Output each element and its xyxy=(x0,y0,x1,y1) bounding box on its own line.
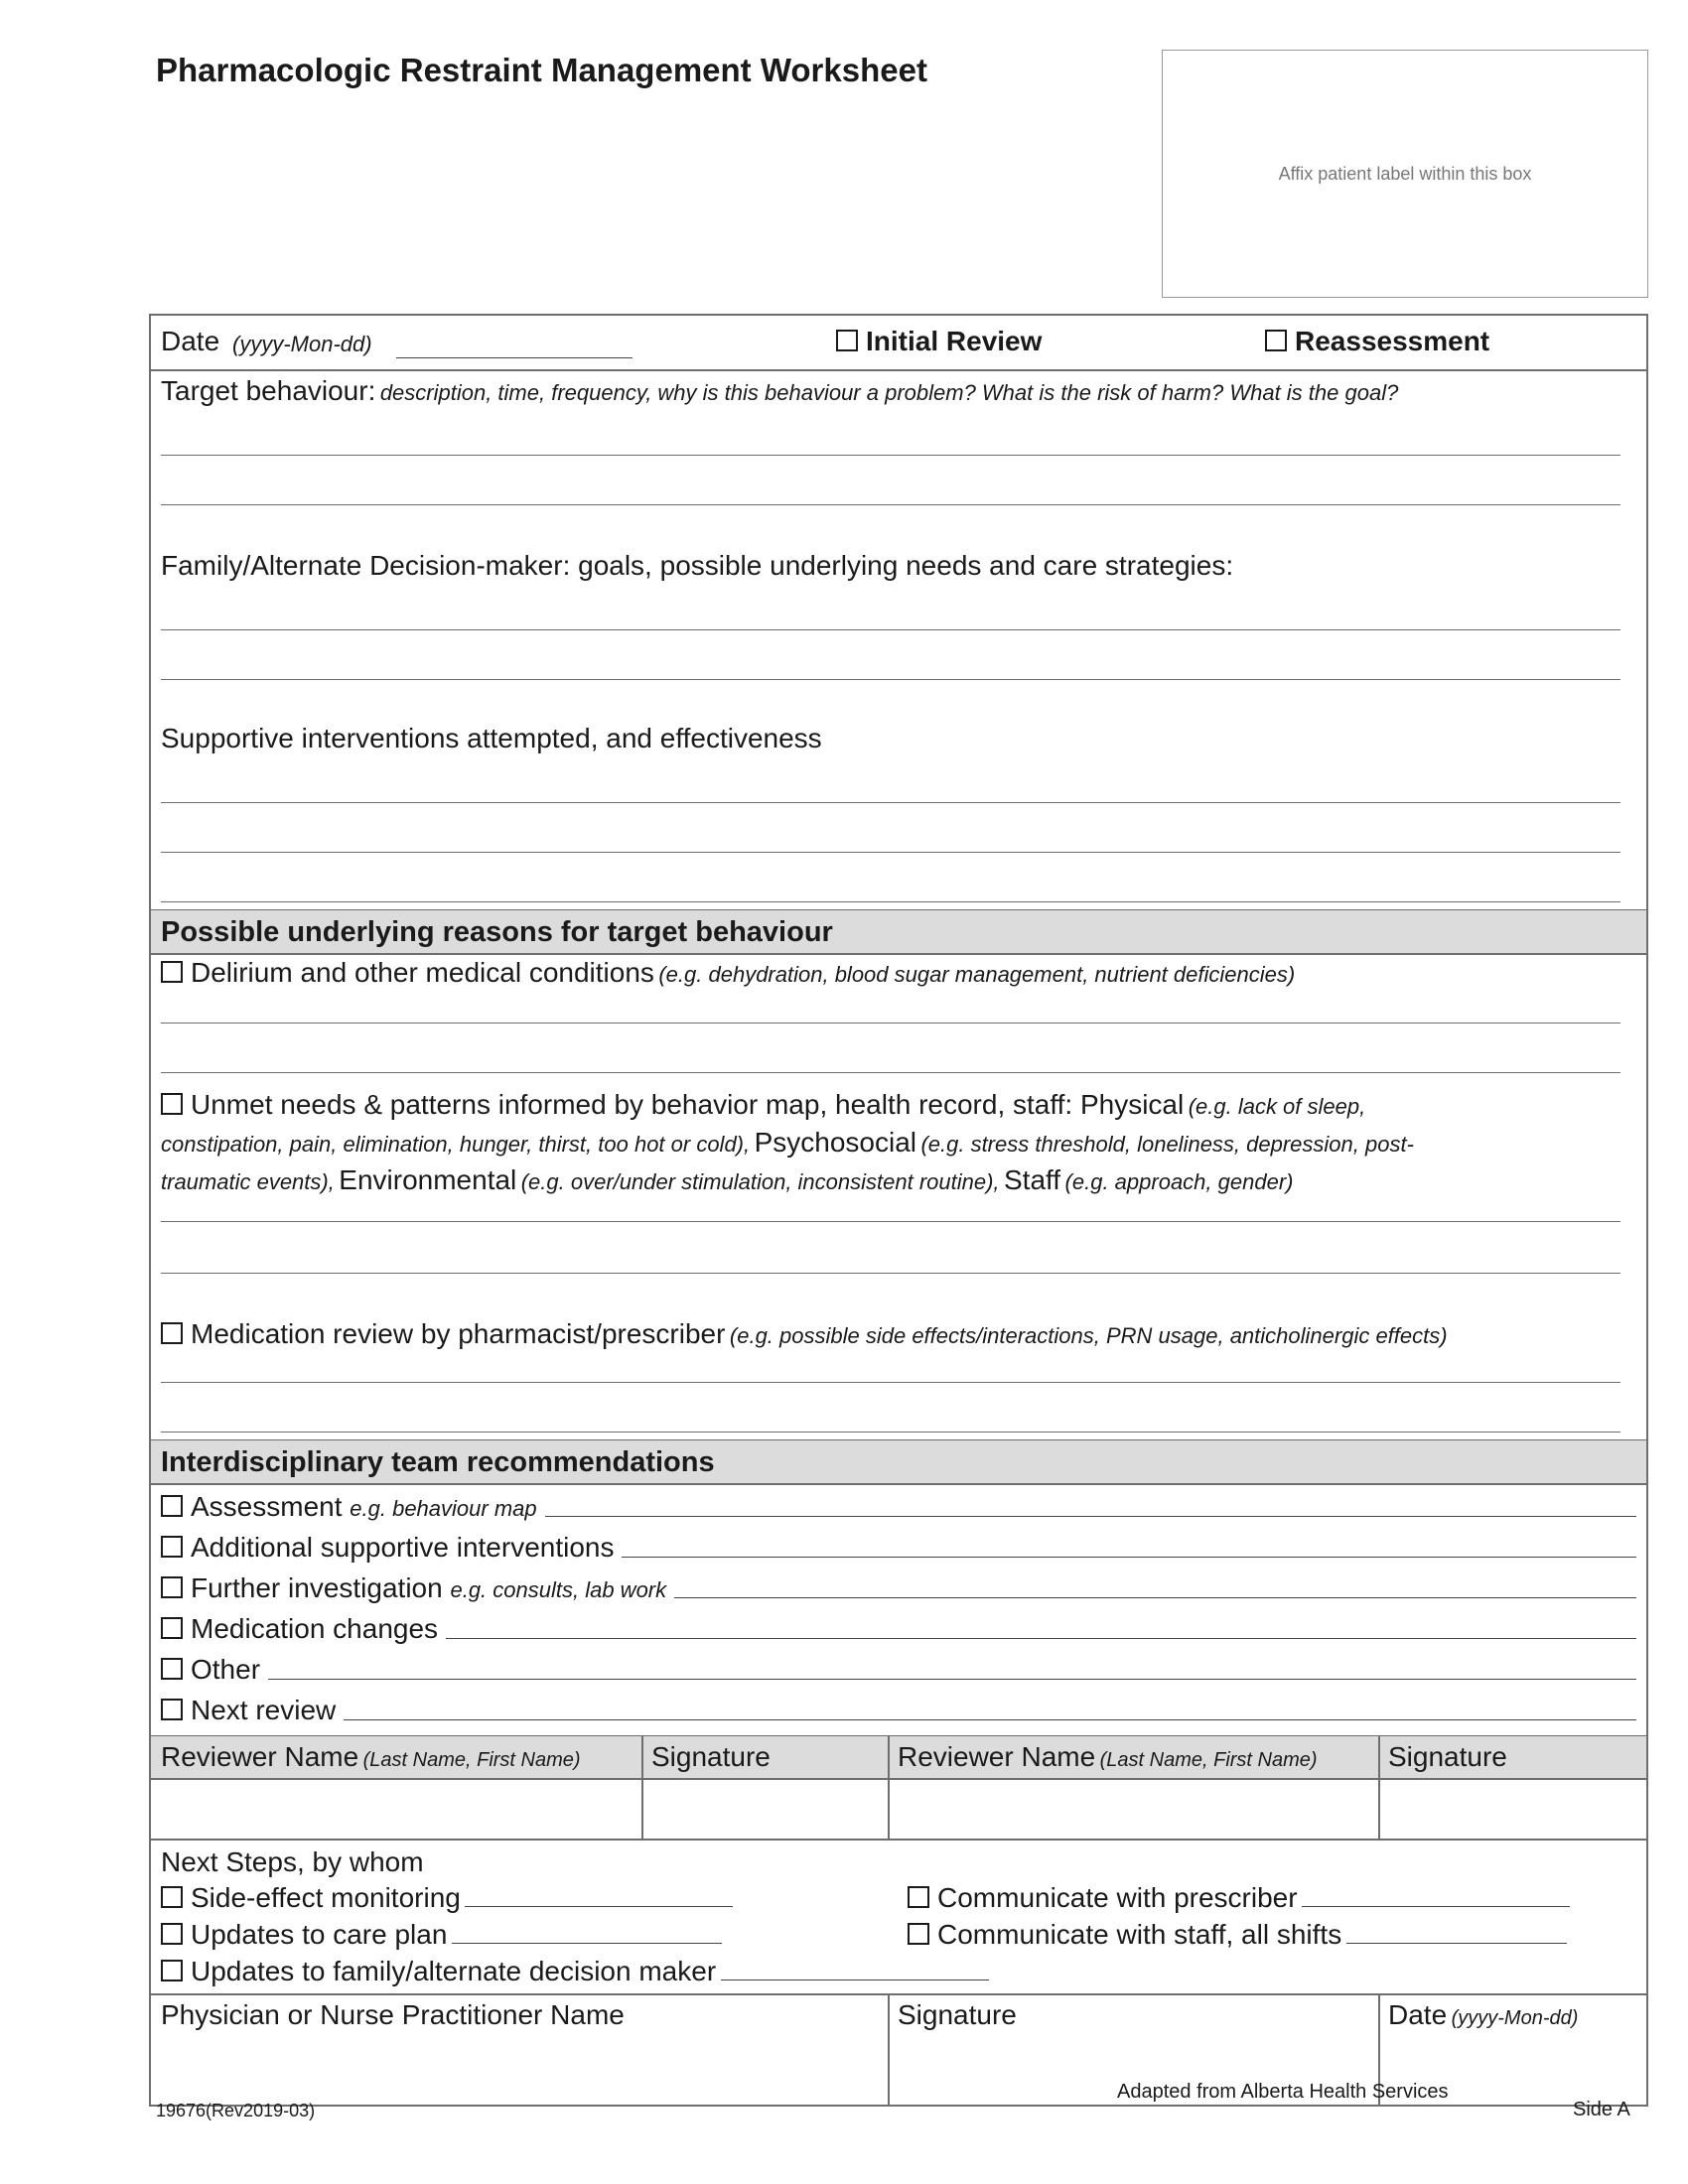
rec-assessment-checkbox[interactable] xyxy=(161,1495,183,1517)
page-title: Pharmacologic Restraint Management Worksheet xyxy=(156,52,927,88)
medication-line-1[interactable] xyxy=(161,1382,1620,1383)
rec-further-field[interactable] xyxy=(674,1597,1636,1598)
next-step-family[interactable]: Updates to family/alternate decision maker xyxy=(161,1956,1656,1987)
rec-assessment-field[interactable] xyxy=(545,1516,1636,1517)
family-line-1[interactable] xyxy=(161,629,1620,630)
target-behaviour-line-2[interactable] xyxy=(161,504,1620,505)
target-behaviour-prompt xyxy=(161,375,1656,407)
reviewer-name-cell-2[interactable] xyxy=(889,1779,1378,1839)
unmet-needs-line-2[interactable] xyxy=(161,1273,1620,1274)
physician-signature-label: Signature xyxy=(898,1999,1017,2030)
care-plan-field[interactable] xyxy=(452,1943,722,1944)
target-behaviour-hint: description, time, frequency, why is this behaviour a problem? What is the risk of harm? What is the goal? xyxy=(379,380,1399,405)
supportive-prompt: Supportive interventions attempted, and effectiveness xyxy=(161,723,822,753)
staff-label: Staff xyxy=(1004,1164,1061,1195)
family-prompt: Family/Alternate Decision-maker: goals, possible underlying needs and care strategies: xyxy=(161,550,1234,581)
rec-additional-checkbox[interactable] xyxy=(161,1536,183,1558)
reassessment-option[interactable]: Reassessment xyxy=(1265,326,1489,357)
next-step-care-plan[interactable]: Updates to care plan xyxy=(161,1919,1656,1951)
unmet-needs-line-1[interactable] xyxy=(161,1221,1620,1222)
side-effect-checkbox[interactable] xyxy=(161,1886,183,1908)
delirium-line-2[interactable] xyxy=(161,1072,1620,1073)
initial-review-option[interactable]: Initial Review xyxy=(836,326,1042,357)
rec-other[interactable]: Other xyxy=(161,1650,1636,1686)
reviewer-name-cell-1[interactable] xyxy=(151,1779,641,1839)
reviewer-name-header-2: Reviewer Name (Last Name, First Name) xyxy=(898,1741,1318,1772)
physician-date-label: Date (yyyy-Mon-dd) xyxy=(1388,1999,1579,2030)
medication-review-hint: (e.g. possible side effects/interactions, PRN usage, anticholinergic effects) xyxy=(729,1323,1448,1348)
rec-medication-field[interactable] xyxy=(446,1638,1636,1639)
reassessment-checkbox[interactable] xyxy=(1265,330,1287,351)
date-field[interactable] xyxy=(396,357,633,358)
form-number: 19676(Rev2019-03) xyxy=(156,2101,316,2120)
medication-review-label: Medication review by pharmacist/prescriber xyxy=(191,1318,726,1349)
next-step-staff[interactable]: Communicate with staff, all shifts xyxy=(908,1919,1567,1951)
delirium-line-1[interactable] xyxy=(161,1023,1620,1024)
rec-next-review[interactable]: Next review xyxy=(161,1691,1636,1726)
family-update-field[interactable] xyxy=(721,1979,989,1980)
date-label: Date xyxy=(161,326,220,356)
medication-review-option[interactable] xyxy=(161,1318,1656,1350)
patient-label-instructions: Affix patient label within this box xyxy=(1278,163,1532,184)
recommendations-section-header xyxy=(151,1440,1646,1483)
reviewer-signature-header-1: Signature xyxy=(651,1741,771,1772)
prescriber-checkbox[interactable] xyxy=(908,1886,929,1908)
staff-checkbox[interactable] xyxy=(908,1923,929,1945)
rec-other-checkbox[interactable] xyxy=(161,1658,183,1680)
supportive-line-3[interactable] xyxy=(161,901,1620,902)
rec-assessment[interactable]: Assessment e.g. behaviour map xyxy=(161,1487,1636,1523)
delirium-checkbox[interactable] xyxy=(161,961,183,983)
next-steps-heading: Next Steps, by whom xyxy=(161,1846,424,1877)
medication-line-2[interactable] xyxy=(161,1432,1620,1433)
initial-review-checkbox[interactable] xyxy=(836,330,858,351)
target-behaviour-label: Target behaviour: xyxy=(161,375,376,406)
target-behaviour-line-1[interactable] xyxy=(161,455,1620,456)
page-side: Side A xyxy=(1573,2099,1630,2120)
reviewer-signature-cell-1[interactable] xyxy=(642,1779,888,1839)
reviewer-signature-header-2: Signature xyxy=(1388,1741,1507,1772)
rec-medication-changes[interactable]: Medication changes xyxy=(161,1609,1636,1645)
family-update-checkbox[interactable] xyxy=(161,1960,183,1981)
environmental-label: Environmental xyxy=(339,1164,517,1195)
rec-other-field[interactable] xyxy=(268,1679,1636,1680)
worksheet-form xyxy=(149,314,1648,2107)
prescriber-field[interactable] xyxy=(1302,1906,1570,1907)
patient-label-box xyxy=(1162,50,1648,298)
medication-review-checkbox[interactable] xyxy=(161,1322,183,1344)
side-effect-field[interactable] xyxy=(465,1906,733,1907)
reviewer-name-header-1: Reviewer Name (Last Name, First Name) xyxy=(161,1741,581,1772)
reasons-section-header xyxy=(151,910,1646,953)
rec-further-investigation[interactable]: Further investigation e.g. consults, lab work xyxy=(161,1569,1636,1604)
next-step-prescriber[interactable]: Communicate with prescriber xyxy=(908,1882,1570,1914)
rec-additional-field[interactable] xyxy=(622,1557,1636,1558)
next-step-side-effect[interactable]: Side-effect monitoring xyxy=(161,1882,1656,1914)
supportive-line-1[interactable] xyxy=(161,802,1620,803)
recommendations-heading: Interdisciplinary team recommendations xyxy=(161,1446,715,1478)
delirium-label: Delirium and other medical conditions xyxy=(191,957,654,988)
rec-further-checkbox[interactable] xyxy=(161,1576,183,1598)
unmet-needs-checkbox[interactable] xyxy=(161,1093,183,1115)
care-plan-checkbox[interactable] xyxy=(161,1923,183,1945)
unmet-needs-option[interactable]: Unmet needs & patterns informed by behavior map, health record, staff: Physical (e.g. lack of sleep, constipation, pain, elimination, hunger, thirst, too hot or cold), Psychosocial (e.g. stress threshold, loneliness, depression, post- traumatic events), Environmental (e.g. over/under stimulation, inconsistent routine), Staff (e.g. approach, gender) xyxy=(161,1089,1414,1195)
unmet-needs-label: Unmet needs & patterns informed by behavior map, health record, staff: Physical xyxy=(191,1089,1185,1120)
rec-additional-supportive[interactable]: Additional supportive interventions xyxy=(161,1528,1636,1564)
rec-next-review-field[interactable] xyxy=(344,1719,1636,1720)
reviewer-signature-cell-2[interactable] xyxy=(1379,1779,1647,1839)
psychosocial-label: Psychosocial xyxy=(754,1127,916,1158)
date-format-hint: (yyyy-Mon-dd) xyxy=(232,332,372,356)
supportive-line-2[interactable] xyxy=(161,852,1620,853)
family-line-2[interactable] xyxy=(161,679,1620,680)
staff-field[interactable] xyxy=(1346,1943,1567,1944)
physician-name-field[interactable] xyxy=(151,2043,888,2107)
adapted-from-note: Adapted from Alberta Health Services xyxy=(1117,2081,1449,2103)
delirium-hint: (e.g. dehydration, blood sugar management, nutrient deficiencies) xyxy=(658,962,1296,987)
date-row xyxy=(151,326,1646,365)
rec-medication-checkbox[interactable] xyxy=(161,1617,183,1639)
reasons-heading: Possible underlying reasons for target behaviour xyxy=(161,916,833,948)
rec-next-review-checkbox[interactable] xyxy=(161,1699,183,1720)
physician-name-label: Physician or Nurse Practitioner Name xyxy=(161,1999,625,2030)
delirium-option[interactable] xyxy=(161,957,1656,989)
